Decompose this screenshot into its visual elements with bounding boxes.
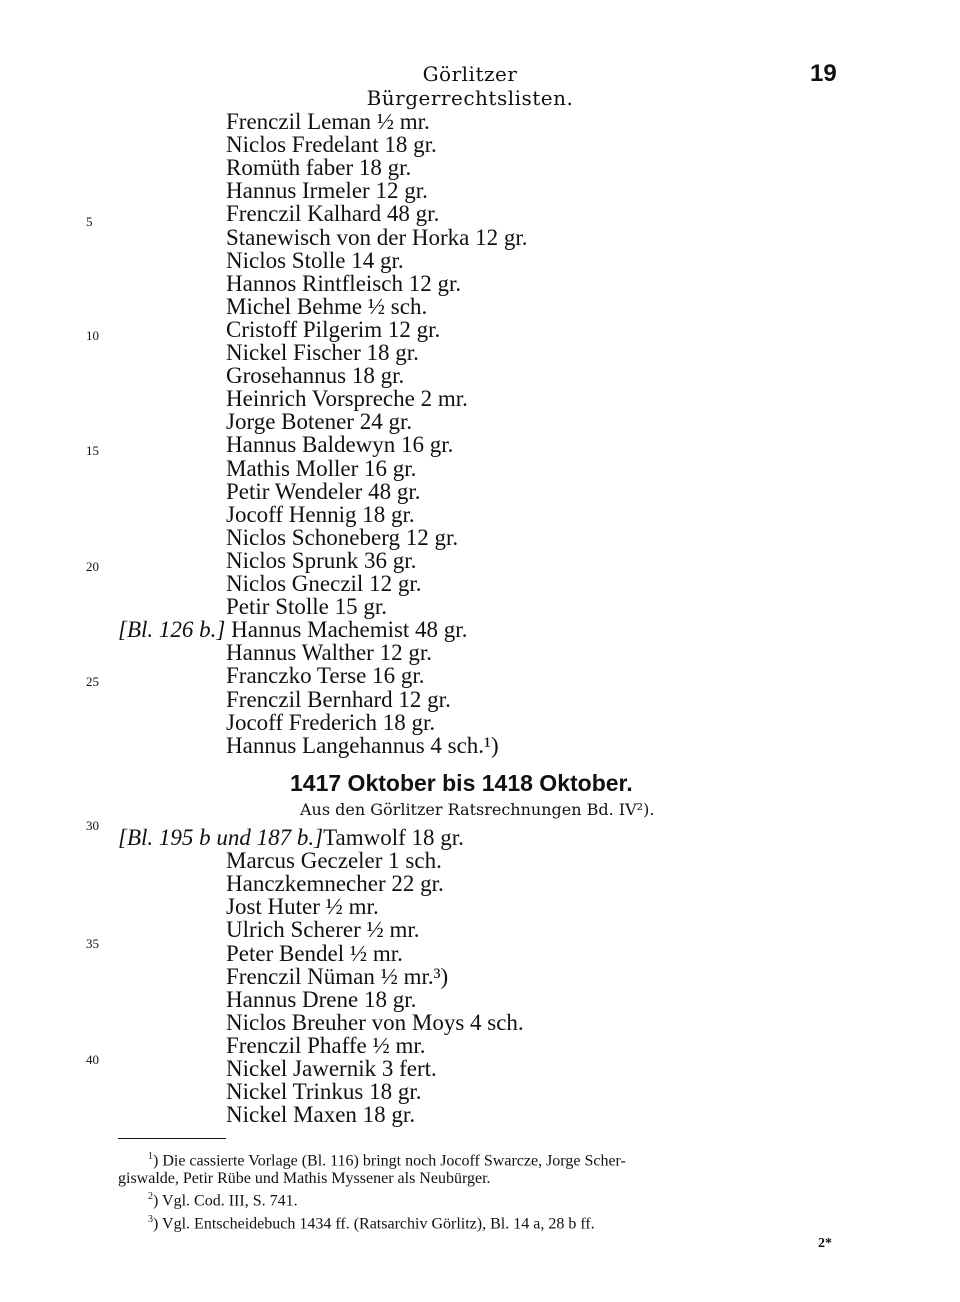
entry-text: Petir Wendeler 48 gr.: [226, 478, 421, 504]
entry-line: [226, 318, 440, 341]
entry-line: [226, 549, 416, 572]
entry-text: Hannus Machemist 48 gr.: [225, 617, 468, 643]
entry-text: Tamwolf 18 gr.: [323, 825, 464, 850]
entry-line: [226, 179, 428, 202]
entry-text: Jocoff Frederich 18 gr.: [226, 709, 436, 735]
entry-line: [226, 1103, 415, 1126]
entry-line: [226, 942, 403, 965]
entry-line: [226, 480, 420, 503]
entry-text: Frenczil Leman ½ mr.: [226, 109, 430, 134]
entry-text: Jost Huter ½ mr.: [226, 894, 379, 920]
footnote-text: ) Vgl. Cod. III, S. 741.: [153, 1192, 298, 1210]
entry-line: [226, 202, 439, 225]
entry-text: Frenczil Phaffe ½ mr.: [226, 1032, 426, 1058]
entry-text: Frenczil Nüman ½ mr.³): [226, 963, 449, 989]
entry-text: Marcus Geczeler 1 sch.: [226, 848, 442, 874]
entry-text: Ulrich Scherer ½ mr.: [226, 917, 420, 943]
footnote-mark: 2: [148, 1191, 153, 1203]
entry-line: [226, 664, 425, 687]
entry-line: [226, 272, 461, 295]
entry-line: [226, 433, 453, 456]
entry-text: Jorge Botener 24 gr.: [226, 409, 413, 435]
footnote-line: [118, 1170, 838, 1188]
folio-reference: [Bl. 195 b und 187 b.]: [118, 825, 324, 850]
entry-line: [226, 503, 415, 526]
line-number: 15: [86, 443, 99, 458]
footnote-line: [118, 1148, 838, 1170]
entry-line: [226, 387, 468, 410]
entry-line: [226, 526, 458, 549]
entry-text: Niclos Gneczil 12 gr.: [226, 571, 422, 596]
entry-text: Mathis Moller 16 gr.: [226, 455, 417, 481]
entry-text: Grosehannus 18 gr.: [226, 363, 405, 389]
entry-line: [226, 249, 404, 272]
entry-line: [226, 895, 379, 918]
entry-line: [226, 457, 416, 480]
entry-text: Franczko Terse 16 gr.: [226, 663, 425, 689]
entry-text: Michel Behme ½ sch.: [226, 293, 428, 319]
line-number: 25: [86, 674, 99, 689]
entry-line: [226, 965, 448, 988]
entry-text: Hannus Baldewyn 16 gr.: [226, 432, 454, 458]
entry-line: [226, 133, 437, 156]
footnote-text: ) Die cassierte Vorlage (Bl. 116) bringt noch Jocoff Swarcze, Jorge Scher-: [153, 1152, 626, 1170]
entry-line: [226, 1034, 426, 1057]
footnote-mark: 3: [148, 1213, 153, 1225]
line-number: 10: [86, 328, 99, 343]
entry-text: Frenczil Kalhard 48 gr.: [226, 201, 440, 227]
footnote-mark: 1: [148, 1151, 153, 1162]
entry-text: Hannus Langehannus 4 sch.¹): [226, 732, 499, 758]
section-source: Aus den Görlitzer Ratsrechnungen Bd. IV²).: [300, 800, 655, 819]
entry-text: Niclos Stolle 14 gr.: [226, 247, 404, 273]
entry-text: Nickel Jawernik 3 fert.: [226, 1056, 437, 1081]
entry-text: Romüth faber 18 gr.: [226, 155, 412, 181]
entry-line: [226, 156, 411, 179]
footnotes: [118, 1148, 838, 1233]
entry-text: Nickel Fischer 18 gr.: [226, 340, 419, 365]
entry-line: [226, 988, 416, 1011]
entry-line: [226, 1011, 524, 1034]
entry-line: [226, 295, 427, 318]
entry-line: [226, 872, 444, 895]
entry-line: [226, 410, 412, 433]
entry-text: Stanewisch von der Horka 12 gr.: [226, 224, 528, 250]
entry-text: Hanczkemnecher 22 gr.: [226, 871, 444, 897]
folio-reference: [Bl. 126 b.]: [118, 617, 226, 643]
footnote-line: [118, 1211, 838, 1233]
page-number: 19: [810, 60, 837, 87]
entry-line: [226, 641, 432, 664]
entry-text: Niclos Fredelant 18 gr.: [226, 132, 437, 158]
entry-text: Cristoff Pilgerim 12 gr.: [226, 316, 441, 342]
entry-text: Niclos Breuher von Moys 4 sch.: [226, 1009, 524, 1035]
entry-line: [118, 618, 467, 641]
section-heading: 1417 Oktober bis 1418 Oktober.: [290, 770, 633, 796]
footnote-rule: [118, 1138, 226, 1139]
entry-text: Petir Stolle 15 gr.: [226, 594, 387, 620]
line-number: 40: [86, 1052, 99, 1067]
line-number: 20: [86, 559, 99, 574]
entry-line: [226, 226, 528, 249]
entry-line: [226, 341, 419, 364]
entry-line: [226, 711, 435, 734]
entry-text: Nickel Maxen 18 gr.: [226, 1102, 416, 1128]
footnote-line: [118, 1188, 838, 1210]
entry-text: Hannus Walther 12 gr.: [226, 640, 432, 666]
entry-line: [226, 572, 421, 595]
line-number: 35: [86, 936, 99, 951]
entry-text: Niclos Sprunk 36 gr.: [226, 547, 417, 573]
entry-text: Hannos Rintfleisch 12 gr.: [226, 270, 462, 296]
entry-line: [226, 734, 499, 757]
entry-text: Hannus Drene 18 gr.: [226, 986, 417, 1012]
signature-mark: 2*: [818, 1236, 832, 1251]
entry-text: Hannus Irmeler 12 gr.: [226, 178, 428, 204]
entry-text: Heinrich Vorspreche 2 mr.: [226, 386, 468, 412]
entry-line: [226, 595, 387, 618]
entry-line: [226, 918, 420, 941]
entry-text: Frenczil Bernhard 12 gr.: [226, 686, 451, 712]
entry-line: [226, 1057, 437, 1080]
entry-text: Peter Bendel ½ mr.: [226, 940, 403, 966]
line-number: 5: [86, 214, 93, 229]
entry-line: [226, 364, 404, 387]
entry-text: Jocoff Hennig 18 gr.: [226, 501, 415, 527]
footnote-text: ) Vgl. Entscheidebuch 1434 ff. (Ratsarchiv Görlitz), Bl. 14 a, 28 b ff.: [153, 1214, 595, 1232]
entry-line: [226, 849, 442, 872]
entry-line: [118, 826, 464, 849]
entry-text: Niclos Schoneberg 12 gr.: [226, 524, 459, 550]
line-number: 30: [86, 818, 99, 833]
entry-line: [226, 688, 451, 711]
running-title: Görlitzer Bürgerrechtslisten.: [366, 62, 574, 110]
entry-line: [226, 110, 430, 133]
entry-text: Nickel Trinkus 18 gr.: [226, 1079, 422, 1105]
footnote-text: giswalde, Petir Rübe und Mathis Myssener als Neubürger.: [118, 1170, 491, 1188]
entry-line: [226, 1080, 422, 1103]
